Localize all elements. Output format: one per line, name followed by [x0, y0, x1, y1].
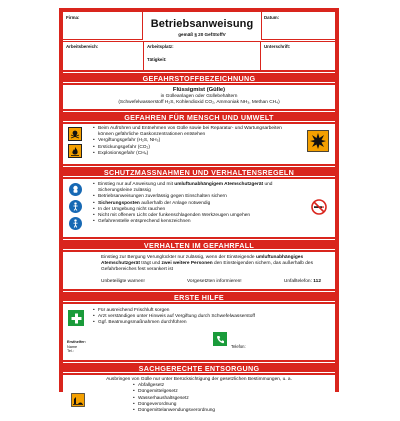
entsorgung-item: • Wasserhaushaltsgesetz — [133, 396, 325, 402]
safety-harness-icon — [69, 200, 82, 213]
erstehilfe-item: • Ggf. Beatmungsmaßnahmen durchführen — [93, 320, 295, 326]
section-title-entsorgung: SACHGERECHTE ENTSORGUNG — [63, 362, 335, 373]
schutz-item-2: • Betriebsanweisungen zuverlässig gegen Einschalten sichern — [93, 194, 295, 200]
gefahrstoff-line1: in Gülleanlagen oder Güllebehältern — [160, 94, 238, 99]
section-title-gefahrstoff: GEFAHRSTOFFBEZEICHNUNG — [63, 72, 335, 83]
safety-person-icon — [69, 217, 82, 230]
unterschrift-label: Unterschrift: — [264, 44, 291, 49]
schutz-item-6: • Gefahrenstelle entsprechend kennzeichnen — [93, 219, 295, 225]
erstehilfe-item: • Arzt verständigen unter Hinweis auf Vergiftung durch Schwefelwasserstoff — [93, 314, 295, 320]
gefahren-item: • Explosionsgefahr (CH₄) — [93, 151, 285, 157]
telefon-label: Telefon: — [231, 344, 246, 349]
gefahren-box — [63, 124, 335, 164]
gefahrfall-box — [63, 252, 335, 289]
gefahrstoff-line2: (Schwefelwasserstoff H₂S, Kohlendioxid CO₂, Ammoniak NH₃, Methan CH₄) — [118, 100, 280, 106]
header-form — [63, 12, 335, 70]
entsorgung-item: • Abfallgesetz — [133, 383, 325, 389]
flammable-icon — [68, 144, 82, 158]
gefahrfall-text: Einstieg zur Bergung Verunglückter nur zulässig, wenn der Einsteigende umluftunabhängiges Atemschutzgerät trägt und zwei weitere Personen den Einsteigenden sichern, das außerhalb des Gefahrbereiches fest verankert ist — [101, 255, 313, 273]
first-aider-block: Ersthelfer: Name Tel.: — [67, 340, 86, 354]
inform-supervisor-text: Vorgesetzten informieren! — [186, 279, 242, 284]
no-smoking-icon — [311, 199, 327, 215]
environment-hazard-icon — [71, 393, 85, 407]
schutz-box — [63, 179, 335, 237]
datum-label: Datum: — [264, 15, 280, 20]
erstehilfe-item: • Für ausreichend Frischluft sorgen — [93, 308, 295, 314]
gefahrfall-footer — [101, 279, 321, 285]
gefahren-item: • Vergiftungsgefahr (H₂S, NH₃) — [93, 138, 285, 144]
document-title: Betriebsanweisung — [150, 18, 254, 30]
erstehilfe-box — [63, 304, 335, 360]
phone-icon — [213, 332, 227, 346]
firma-label: Firma: — [66, 15, 80, 20]
entsorgung-box — [63, 375, 335, 421]
schutz-item-1: • Einstieg nur auf Anweisung und mit umluftunabhängigem Atemschutzgerät und Sicherungsleine zulässig — [93, 182, 295, 194]
schutz-item-3: • Sicherungsposten außerhalb der Anlage notwendig — [93, 201, 295, 207]
section-title-gefahren: GEFAHREN FÜR MENSCH UND UMWELT — [63, 111, 335, 122]
entsorgung-intro: Ausbringen von Gülle nur unter Berücksichtigung der gesetzlichen Bestimmungen, u. a. — [106, 377, 292, 382]
section-title-gefahrfall: VERHALTEN IM GEFAHRFALL — [63, 239, 335, 250]
first-aid-icon — [68, 310, 84, 326]
entsorgung-item: • Düngemittelgesetz — [133, 389, 325, 395]
entsorgung-item: • Düngemittelanwendungsverordnung — [133, 408, 325, 414]
arbeitsbereich-label: Arbeitsbereich: — [66, 44, 99, 49]
schutz-item-4: • In der Umgebung nicht rauchen — [93, 207, 295, 213]
section-title-schutz: SCHUTZMASSNAHMEN UND VERHALTENSREGELN — [63, 166, 335, 177]
explosion-icon — [307, 130, 329, 152]
emergency-phone: Unfalltelefon: 112 — [283, 279, 321, 284]
betriebsanweisung-sheet — [59, 8, 339, 414]
taetigkeit-label: Tätigkeit: — [147, 57, 167, 62]
document-subtitle: gemäß § 20 GefStoffV — [178, 32, 226, 37]
gefahren-item: • Beim Aufrühren und Entnehmen von Gülle sowie bei Reparatur- und Wartungsarbeiten können gefährliche Gaskonzentrationen entstehen — [93, 126, 285, 138]
respirator-icon — [69, 183, 82, 196]
warn-bystanders-text: Unbeteiligte warnen! — [101, 279, 145, 284]
arbeitsplatz-label: Arbeitsplatz: — [147, 44, 174, 49]
gefahren-item: • Erstickungsgefahr (CO₂) — [93, 145, 285, 151]
gefahrstoff-box — [63, 85, 335, 109]
entsorgung-item: • Düngeverordnung — [133, 402, 325, 408]
schutz-item-5: • Nicht mit offenem Licht oder funkenschlagenden Werkzeugen umgehen — [93, 213, 295, 219]
gefahrstoff-name: Flüssigmist (Gülle) — [172, 87, 226, 93]
section-title-erstehilfe: ERSTE HILFE — [63, 291, 335, 302]
toxic-icon — [68, 127, 82, 141]
